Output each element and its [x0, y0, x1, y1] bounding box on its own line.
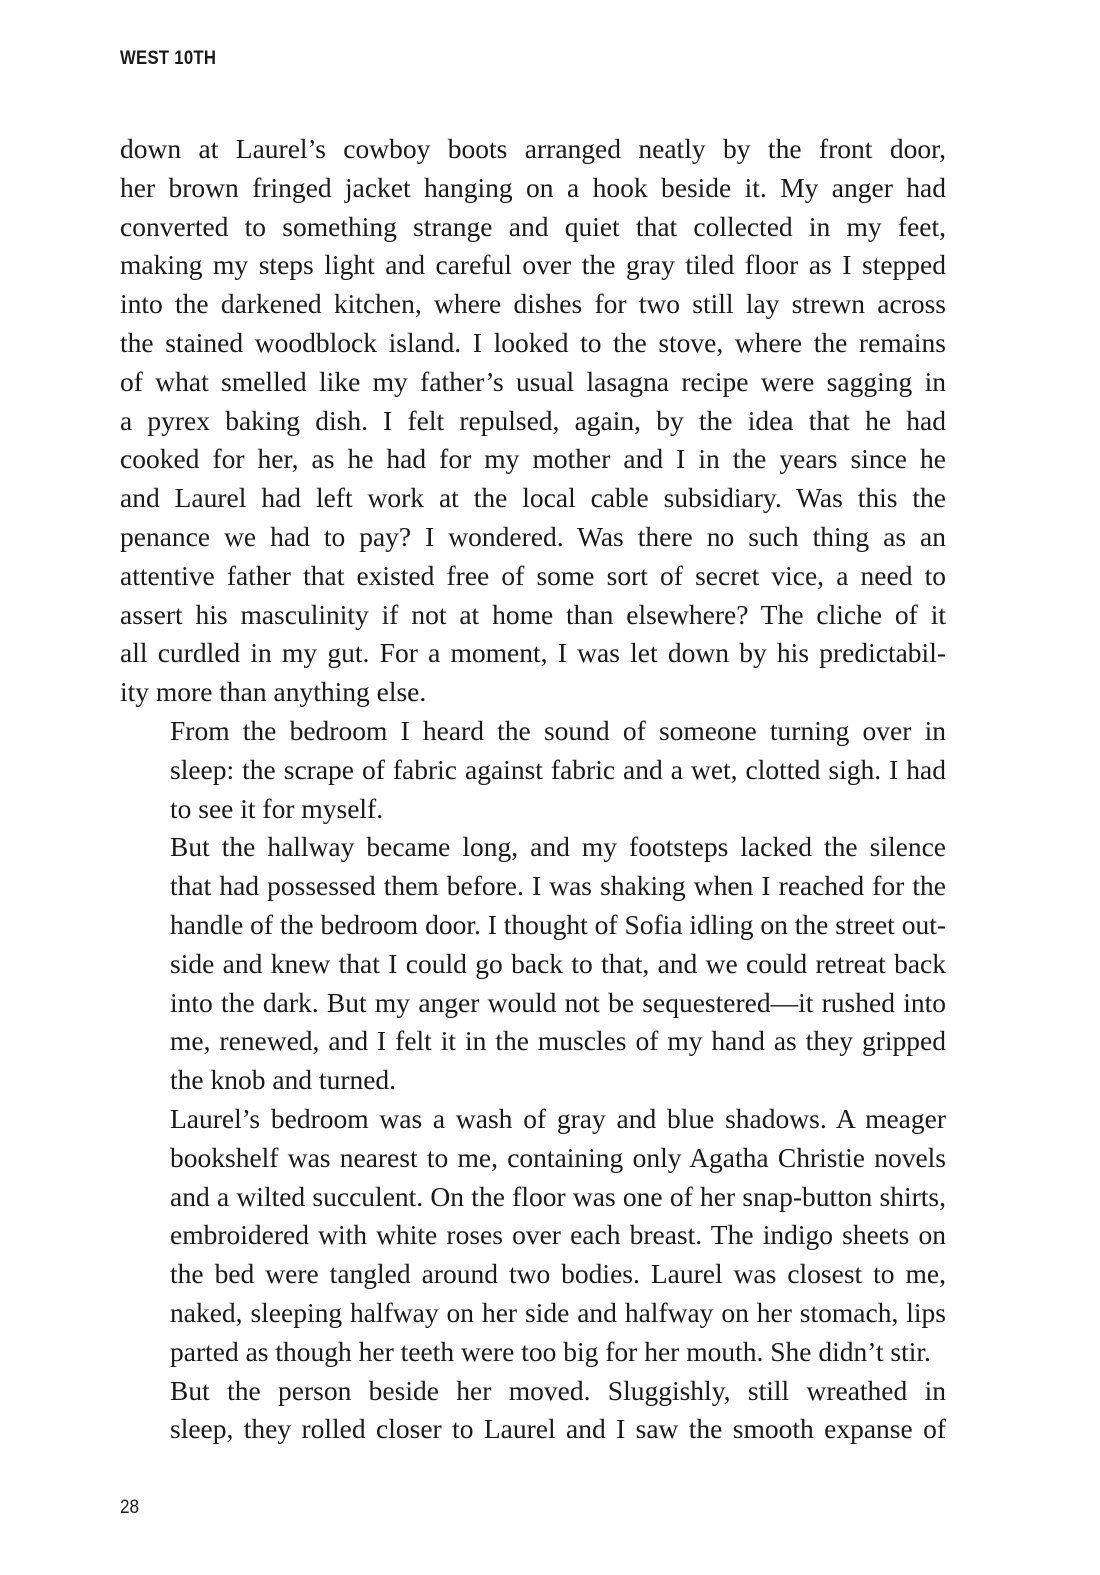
body-text — [120, 130, 946, 1449]
text-line: and Laurel had left work at the local cable subsidiary. Was this the — [120, 482, 946, 514]
text-line: the stained woodblock island. I looked to the stove, where the remains — [120, 326, 946, 358]
text-line: bookshelf was nearest to me, containing only Agatha Christie novels — [170, 1141, 946, 1173]
text-line: penance we had to pay? I wondered. Was there no such thing as an — [120, 520, 946, 552]
paragraph — [120, 1100, 946, 1372]
text-line: But the person beside her moved. Sluggishly, still wreathed in — [170, 1374, 946, 1406]
text-line: into the darkened kitchen, where dishes for two still lay strewn across — [120, 288, 946, 320]
text-line: and a wilted succulent. On the floor was one of her snap-button shirts, — [170, 1180, 946, 1212]
text-line: naked, sleeping halfway on her side and halfway on her stomach, lips — [170, 1296, 946, 1328]
text-line: converted to something strange and quiet that collected in my feet, — [120, 210, 946, 242]
text-line: But the hallway became long, and my footsteps lacked the silence — [170, 831, 946, 863]
text-line: embroidered with white roses over each breast. The indigo sheets on — [170, 1219, 946, 1251]
text-line: to see it for myself. — [170, 792, 384, 824]
text-line: me, renewed, and I felt it in the muscles of my hand as they gripped — [170, 1025, 946, 1057]
text-line: cooked for her, as he had for my mother and I in the years since he — [120, 443, 946, 475]
text-line: ity more than anything else. — [120, 676, 427, 708]
text-line: parted as though her teeth were too big for her mouth. She didn’t stir. — [170, 1335, 931, 1367]
paragraph — [120, 1372, 946, 1450]
text-line: handle of the bedroom door. I thought of Sofia idling on the street out- — [170, 908, 946, 940]
text-line: her brown fringed jacket hanging on a hook beside it. My anger had — [120, 171, 946, 203]
text-line: that had possessed them before. I was shaking when I reached for the — [170, 870, 946, 902]
text-line: side and knew that I could go back to that, and we could retreat back — [170, 947, 946, 979]
text-line: sleep: the scrape of fabric against fabric and a wet, clotted sigh. I had — [170, 753, 946, 785]
paragraph — [120, 712, 946, 828]
text-line: of what smelled like my father’s usual lasagna recipe were sagging in — [120, 365, 946, 397]
page-number: 28 — [120, 1497, 140, 1518]
text-line: down at Laurel’s cowboy boots arranged neatly by the front door, — [120, 133, 946, 164]
text-line: into the dark. But my anger would not be sequestered—it rushed into — [170, 986, 946, 1018]
text-line: assert his masculinity if not at home than elsewhere? The cliche of it — [120, 598, 946, 630]
text-line: Laurel’s bedroom was a wash of gray and blue shadows. A meager — [170, 1102, 946, 1134]
text-line: making my steps light and careful over the gray tiled floor as I stepped — [120, 249, 946, 281]
text-line: the bed were tangled around two bodies. Laurel was closest to me, — [170, 1258, 946, 1290]
paragraph — [120, 828, 946, 1100]
text-line: a pyrex baking dish. I felt repulsed, again, by the idea that he had — [120, 404, 946, 436]
text-line: all curdled in my gut. For a moment, I was let down by his predictabil- — [120, 637, 946, 669]
text-line: From the bedroom I heard the sound of someone turning over in — [170, 714, 946, 746]
text-line: attentive father that existed free of some sort of secret vice, a need to — [120, 559, 946, 591]
text-line: sleep, they rolled closer to Laurel and I saw the smooth expanse of — [170, 1413, 946, 1445]
text-line: the knob and turned. — [170, 1064, 397, 1096]
paragraph — [120, 130, 946, 712]
running-head: WEST 10TH — [120, 48, 217, 69]
